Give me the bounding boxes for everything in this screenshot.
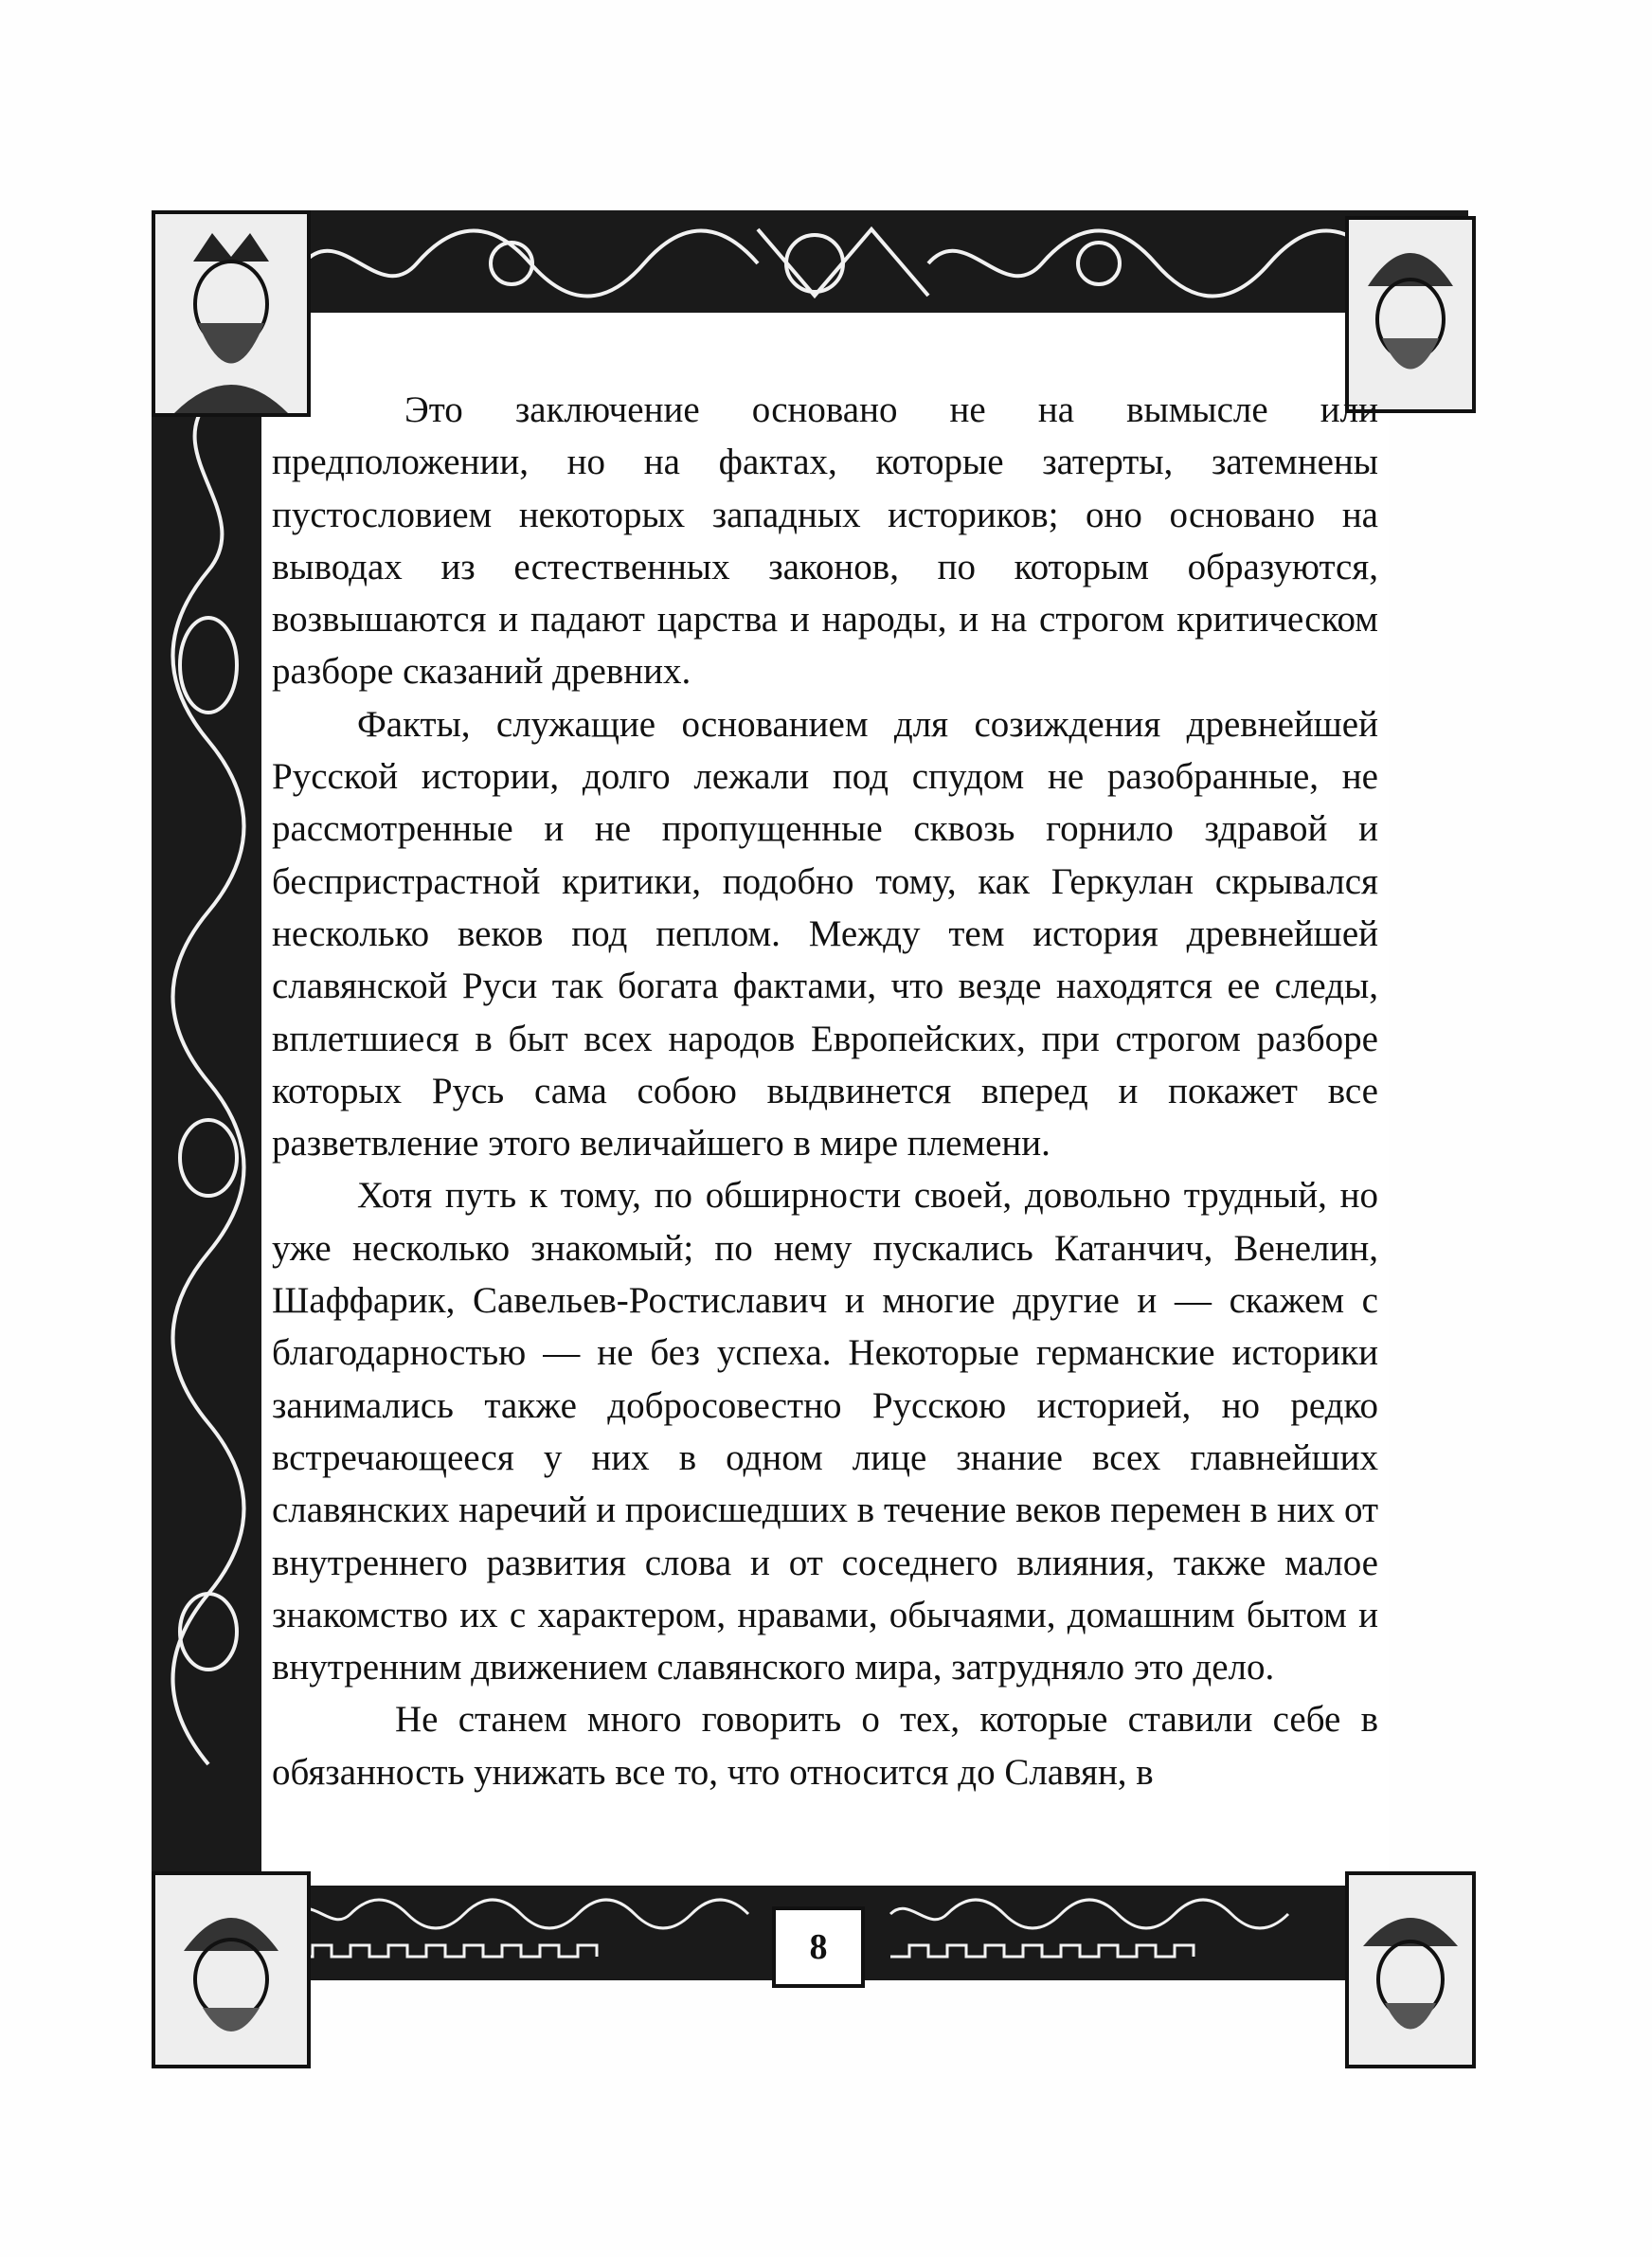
paragraph-2: Факты, служащие основанием для созиждения древнейшей Русской истории, долго лежали под спудом не разобранные, не рассмотренные и не пропущенные сквозь горнило здравой и беспристрастной критики, подобно тому, как Геркулан скрывался несколько веков под пеплом. Между тем история древнейшей славянской Руси так богата фактами, что везде находятся ее следы, вплетшиеся в быт всех народов Европейских, при строгом разборе которых Русь сама собою выдвинется вперед и покажет все разветвление этого величайшего в мире племени.: [272, 703, 1378, 1165]
knotwork-ornament-top: [152, 210, 1468, 316]
paragraph-4: Не станем много говорить о тех, которые ставили себе в обязанность унижать все то, что относится до Славян, в: [272, 1699, 1378, 1793]
top-ornament-band: [152, 210, 1468, 316]
paragraph-1: Это заключение основано не на вымысле или предположении, но на фактах, которые затерты, затемнены пустословием некоторых западных историков; оно основано на выводах из естественных законов, по которым образуются, возвышаются и падают царства и народы, и на строгом критическом разборе сказаний древних.: [272, 389, 1378, 693]
portrait-bottom-right: [1345, 1871, 1476, 2068]
page-number: 8: [809, 1927, 828, 1967]
paragraph-3: Хотя путь к тому, по обширности своей, довольно трудный, но уже несколько знакомый; по нему пускались Катанчич, Венелин, Шаффарик, Савельев-Ростиславич и многие другие и — скажем с благодарностью — не без успеха. Некоторые германские историки занимались также добросовестно Русскою историей, но редко встречающееся у них в одном лице знание всех главнейших славянских наречий и происшедших в течение веков перемен в них от внутреннего развития слова и от соседнего влияния, также малое знакомство их с характером, нравами, обычаями, домашним бытом и внутренним движением славянского мира, затрудняло это дело.: [272, 1175, 1378, 1688]
left-ornament-band: [152, 210, 265, 1897]
portrait-capped-icon: [1349, 1875, 1472, 2065]
portrait-helmeted-icon: [155, 1875, 307, 2065]
portrait-warrior-icon: [1349, 220, 1472, 409]
knotwork-ornament-left: [152, 210, 265, 1897]
portrait-bottom-left: [152, 1871, 311, 2068]
page-text: [272, 384, 1378, 1798]
page-number-box: [772, 1906, 865, 1988]
